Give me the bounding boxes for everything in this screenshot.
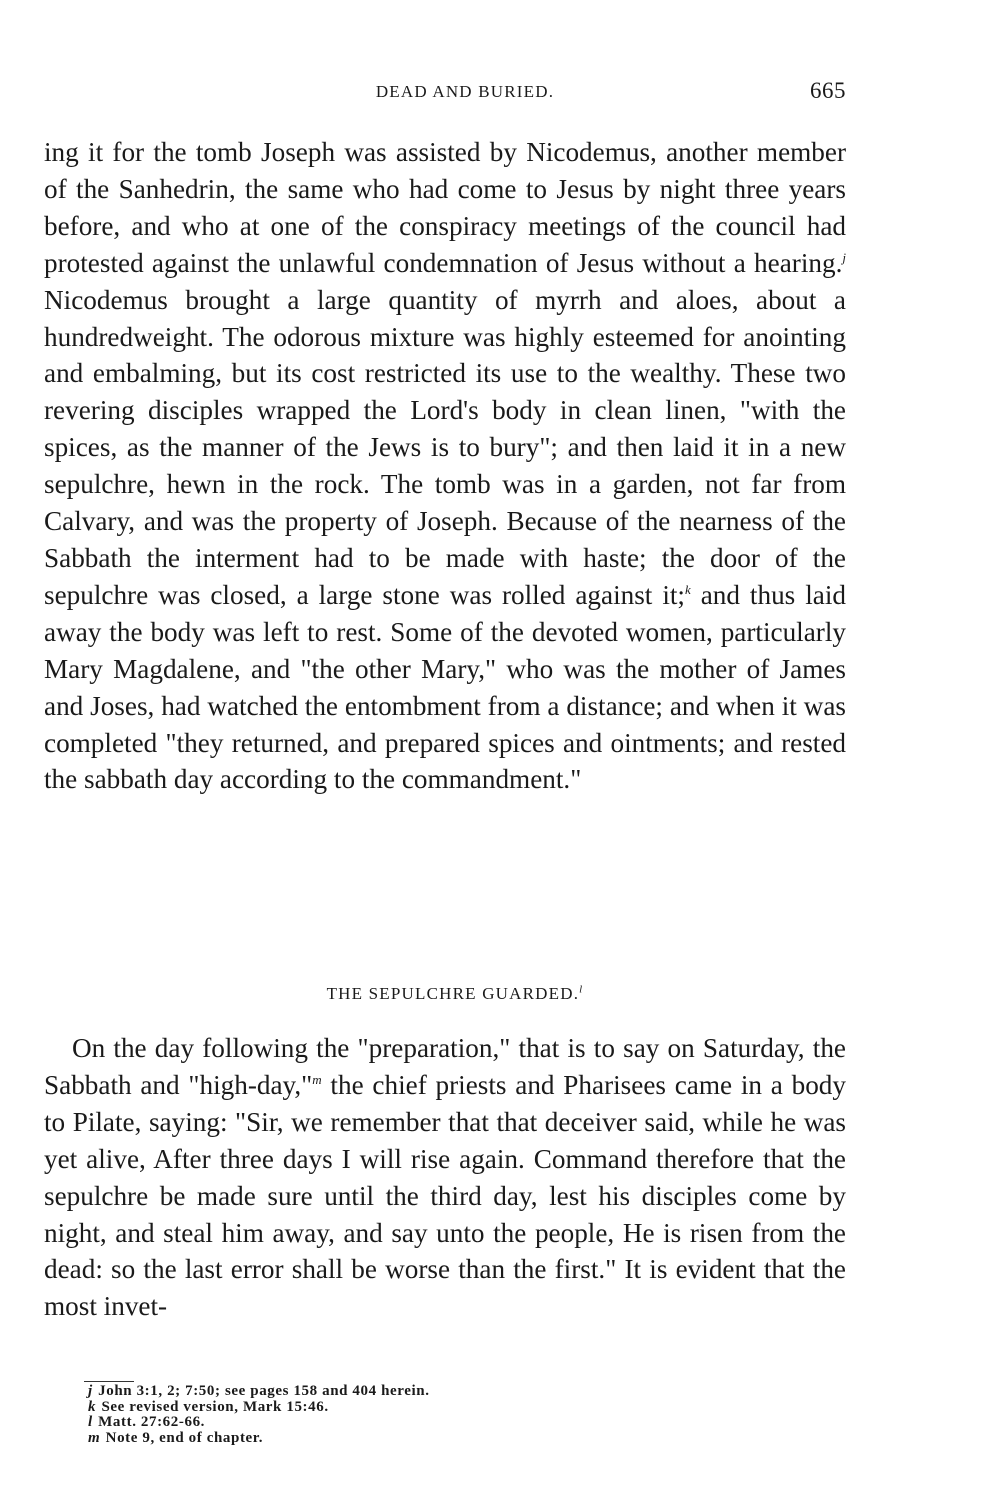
paragraph-1-part-2: Nicodemus brought a large quantity of myrrh and aloes, about a hundredweight. The odorous mixture was highly esteemed for anointing and embalming, but its cost restricted its use to the wealthy. These two revering disciples wrapped the Lord's body in clean linen, "with the spices, as the manner of the Jews is to bury"; and then laid it in a new sepulchre, hewn in the rock. The tomb was in a garden, not far from Calvary, and was the property of Joseph. Because of the nearness of the Sabbath the interment had to be made with haste; the door of the sepulchre was closed, a large stone was rolled against it; [44,284,846,610]
footnote-k [88,1400,788,1416]
paragraph-2-part-1: On the day following the "preparation," that is to say on Saturday, the Sabbath and "high-day," [44,1033,846,1100]
footnote-ref-m: m [312,1071,322,1087]
footnote-text: Matt. 27:62-66. [98,1414,206,1430]
running-title: DEAD AND BURIED. [375,82,555,101]
footnote-l [88,1415,788,1431]
section-heading [44,984,846,1004]
footnote-ref-l: l [579,983,584,996]
footnote-text: Note 9, end of chapter. [105,1429,264,1446]
footnotes [88,1384,788,1446]
footnote-divider [84,1381,134,1382]
footnote-mark: k [88,1398,97,1415]
paragraph-1-part-3: and thus laid away the body was left to rest. Some of the devoted women, particularly Mary Magdalene, and "the other Mary," who was the mother of James and Joses, had watched the entombment from a distance; and when it was completed "they returned, and prepared spices and ointments; and rested the sabbath day according to the commandment." [44,579,846,795]
paragraph-text [44,134,846,798]
footnote-mark: j [88,1383,93,1399]
paragraph-2-part-2: the chief priests and Pharisees came in a body to Pilate, saying: "Sir, we remember that that deceiver said, while he was yet alive, After three days I will rise again. Command therefore that the sepulchre be made sure until the third day, lest his disciples come by night, and steal him away, and say unto the people, He is risen from the dead: so the last error shall be worse than the first." It is evident that the most invet- [44,1069,846,1322]
body-paragraph-1 [44,134,846,798]
page-number: 665 [810,78,846,103]
body-paragraph-2 [44,1030,846,1325]
footnote-m [88,1431,788,1447]
footnote-j [88,1384,788,1400]
footnote-ref-k: k [684,581,691,597]
footnote-mark: l [88,1414,93,1430]
running-head [44,78,846,108]
section-heading-text: THE SEPULCHRE GUARDED. [326,984,580,1003]
footnote-ref-j: j [842,249,846,265]
footnote-mark: m [88,1429,101,1446]
paragraph-1-part-1: ing it for the tomb Joseph was assisted by Nicodemus, another member of the Sanhedrin, the same who had come to Jesus by night three years before, and who at one of the conspiracy meetings of the council had protested against the unlawful condemnation of Jesus without a hearing. [44,137,846,278]
footnote-text: John 3:1, 2; 7:50; see pages 158 and 404 herein. [98,1383,430,1399]
footnote-text: See revised version, Mark 15:46. [101,1398,329,1415]
paragraph-text [44,1030,846,1325]
